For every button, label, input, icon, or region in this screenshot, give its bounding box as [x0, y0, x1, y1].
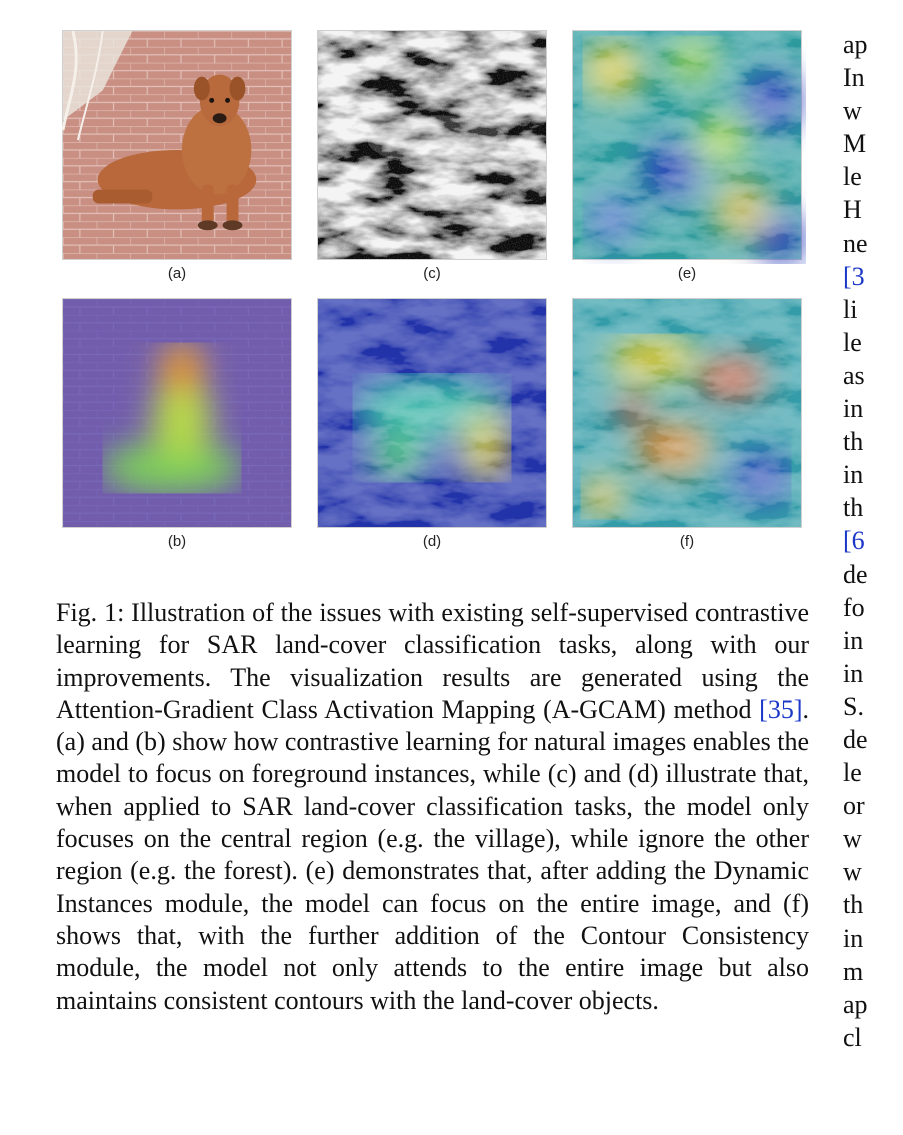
right-column-line: th [843, 890, 864, 920]
right-column-line: in [843, 923, 864, 953]
right-column-line: le [843, 162, 862, 192]
heatmap-contours [573, 299, 801, 527]
panel-label-a: (a) [167, 265, 187, 282]
right-column-line: w [843, 96, 862, 126]
dog-heatmap [63, 299, 291, 527]
right-column-text [843, 28, 903, 1054]
heatmap-entire-image [573, 31, 801, 259]
right-column-line: m [843, 956, 864, 986]
sar-image [318, 31, 546, 259]
figure-panel-f [572, 298, 802, 528]
right-column-line: S. [843, 691, 864, 721]
citation-link[interactable]: [35] [759, 694, 803, 724]
right-column-line: fo [843, 592, 865, 622]
heatmap-central-region [318, 299, 546, 527]
right-column-line: w [843, 824, 862, 854]
caption-text-start: Fig. 1: Illustration of the issues with existing self-supervised contrastive learning for SAR land-cover classification tasks, along with our improvements. The visualization results are generated using the Attention-Gradient Class Activation Mapping (A-GCAM) method [56, 598, 809, 724]
right-column-line: le [843, 758, 862, 788]
right-column-line[interactable]: [3 [843, 261, 865, 291]
right-column-line: ap [843, 989, 868, 1019]
figure-panel-c [317, 30, 547, 260]
figure-panel-e [572, 30, 802, 260]
panel-label-e: (e) [677, 265, 697, 282]
right-column-line: th [843, 493, 864, 523]
figure-panel-d [317, 298, 547, 528]
panel-label-c: (c) [423, 265, 441, 282]
figure-panel-a [62, 30, 292, 260]
panel-label-d: (d) [422, 533, 442, 550]
panel-label-b: (b) [167, 533, 187, 550]
right-column-line: ne [843, 228, 868, 258]
right-column-line: th [843, 427, 864, 457]
right-column-line: in [843, 658, 864, 688]
right-column-line: In [843, 63, 865, 93]
panel-label-f: (f) [679, 533, 695, 550]
right-column-line: as [843, 360, 865, 390]
right-column-line: H [843, 195, 862, 225]
right-column-line: in [843, 625, 864, 655]
right-column-line: de [843, 724, 868, 754]
right-column-line: de [843, 559, 868, 589]
figure-panel-b [62, 298, 292, 528]
right-column-line: ap [843, 30, 868, 59]
right-column-line: w [843, 857, 862, 887]
right-column-line: M [843, 129, 867, 159]
right-column-line: cl [843, 1022, 862, 1052]
right-column-line[interactable]: [6 [843, 526, 865, 556]
dog-photo [63, 31, 291, 259]
right-column-line: li [843, 294, 858, 324]
figure-caption [56, 597, 809, 1017]
right-column-line: or [843, 791, 865, 821]
right-column-line: le [843, 327, 862, 357]
caption-text-end: . (a) and (b) show how contrastive learning for natural images enables the model to focus on foreground instances, while (c) and (d) illustrate that, when applied to SAR land-cover classification tasks, the model only focuses on the central region (e.g. the village), while ignore the other region (e.g. the forest). (e) demonstrates that, after adding the Dynamic Instances module, the model can focus on the entire image, and (f) shows that, with the further addition of the Contour Consistency module, the model not only attends to the entire image but also maintains consistent contours with the land-cover objects. [56, 694, 810, 1015]
right-column-line: in [843, 394, 864, 424]
right-column-line: in [843, 460, 864, 490]
